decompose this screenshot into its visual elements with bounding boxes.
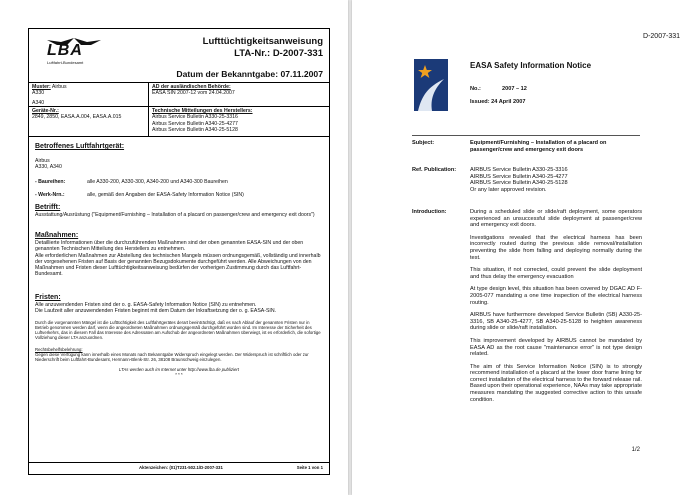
- muster-block: [32, 84, 67, 106]
- fristen-title: Fristen:: [35, 294, 61, 301]
- lta-page: [0, 0, 348, 495]
- lta-frame: [28, 28, 330, 475]
- betrifft-title: Betrifft:: [35, 204, 61, 211]
- ref-item: Or any later approved revision.: [470, 186, 547, 193]
- werknr-value: alle, gemäß den Angaben der EASA-Safety Information Notice (SIN): [87, 192, 244, 198]
- massnahmen-text: [35, 240, 323, 278]
- lta-date: Datum der Bekanntgabe: 07.11.2007: [176, 69, 323, 79]
- tech-block: [152, 108, 253, 133]
- werknr-label: - Werk-Nrn.:: [35, 192, 65, 198]
- muster-line: A330: [32, 90, 45, 97]
- tech-line: Airbus Service Bulletin A340-25-5128: [152, 126, 238, 133]
- doc-number: D-2007-331: [643, 33, 680, 40]
- geraete-value: 2849, 2850, EASA.A.004, EASA.A.015: [32, 114, 122, 121]
- betroffenes-line: A330, A340: [35, 164, 62, 171]
- muster-label: Muster:: [32, 84, 51, 90]
- ref-item: AIRBUS Service Bulletin A340-25-5128: [470, 180, 568, 187]
- issued: Issued: 24 April 2007: [470, 99, 526, 105]
- geraete-label: Geräte-Nr.:: [32, 108, 59, 114]
- intro-paragraph: AIRBUS have furthermore developed Service Bulletin (SB) A330-25-3316, SB A340-25-4277, SB A340-25-5128 to heighten awareness during slide or slide/raft installation.: [470, 312, 642, 332]
- fristen-text: [35, 302, 323, 315]
- fristen-paragraph: Die Laufzeit aller anzuwendenden Fristen beginnt mit dem Datum der Inkraftsetzung der o. g. EASA-SIN.: [35, 308, 277, 315]
- divider: [148, 82, 149, 136]
- easa-title: EASA Safety Information Notice: [470, 61, 592, 70]
- ref-item: AIRBUS Service Bulletin A330-25-3316: [470, 167, 568, 173]
- ref-item: AIRBUS Service Bulletin A340-25-4277: [470, 173, 568, 180]
- ref-list: [470, 167, 568, 193]
- massnahmen-title: Maßnahmen:: [35, 232, 79, 239]
- divider: [29, 462, 329, 463]
- baureihen-value: alle A330-200, A330-300, A340-200 und A340-300 Baureihen: [87, 179, 228, 185]
- intro-label: Introduction:: [412, 209, 447, 215]
- divider: [29, 136, 329, 137]
- betroffenes-title: Betroffenes Luftfahrtgerät:: [35, 143, 125, 150]
- massnahmen-paragraph: Detaillierte Informationen über die durchzuführenden Maßnahmen sind der oben genannten EASA-SIN und der oben genannten Technischen Mitteilung des Herstellers zu entnehmen.: [35, 240, 304, 253]
- muster-line: A340: [32, 99, 45, 106]
- massnahmen-paragraph: Alle erforderlichen Maßnahmen zur Abstellung des technischen Mangels müssen ordnungsgemäß, vollständig und innerhalb der vorgesehenen Fristen auf Basis der genannten Bezugsdokumente durchgeführt werden. Alle Abweichungen von den Maßnahmen und Fristen dieser Lufttüchtigkeitsanweisung bedürfen der vorherigen Zustimmung durch das Luftfahrt-Bundesamt.: [35, 252, 321, 278]
- rechtsbehelf-text: Gegen diese Verfügung kann innerhalb eines Monats nach Bekanntgabe Widerspruch eingelegt werden. Der Widerspruch ist schriftlich oder zur Niederschrift beim Luftfahrt-Bundesamt, Hermann-Blenk-Str. 26, 38108 Braunschweig einzulegen.: [35, 352, 309, 363]
- tech-line: Airbus Service Bulletin A340-25-4277: [152, 120, 238, 127]
- betroffenes-line: Airbus: [35, 158, 50, 164]
- lba-logo: [43, 36, 105, 66]
- ad-label: AD der ausländischen Behörde:: [152, 84, 231, 90]
- intro-paragraph: This improvement developed by AIRBUS cannot be mandated by EASA AD as the root cause "maintenance error" is not type design related.: [470, 337, 642, 358]
- subject-label: Subject:: [412, 140, 435, 146]
- betrifft-text: Ausstattung/Ausrüstung ("Equipment/Furnishing – Installation of a placard on passenger/crew and emergency exit doors"): [35, 212, 315, 218]
- easa-star-icon: [414, 59, 448, 111]
- page-number: 1/2: [631, 447, 640, 453]
- baureihen-label: - Baureihen:: [35, 179, 66, 185]
- no-label: No.:: [470, 86, 481, 92]
- lta-number: LTA-Nr.: D-2007-331: [234, 48, 323, 59]
- footer-page: Seite 1 von 1: [296, 465, 323, 470]
- divider: [412, 135, 640, 136]
- ref-label: Ref. Publication:: [412, 167, 457, 173]
- footer-file-ref: Aktenzeichen: (01)T231-502.1/D-2007-331: [139, 465, 223, 470]
- lta-title: Lufttüchtigkeitsanweisung: [202, 36, 323, 47]
- betroffenes-lines: [35, 158, 62, 171]
- rechtsbehelf-title: Rechtsbehelfsbelehrung:: [35, 347, 83, 352]
- divider: [29, 106, 329, 107]
- geraete-block: [32, 108, 121, 121]
- intro-paragraph: At type design level, this situation has been covered by DGAC AD F-2005-077 mandating a one time inspection of the electrical harness routing.: [470, 286, 642, 306]
- internet-line: LTAs werden auch im Internet unter http://www.lba.de publiziert: [119, 367, 239, 372]
- lba-logo-subtitle: Luftfahrt-Bundesamt: [47, 60, 84, 65]
- lba-logo-text: LBA: [47, 42, 83, 59]
- intro-paragraph: The aim of this Service Information Notice (SIN) is to strongly recommend installation of a placard at the lower door frame lining for correct installation of the electrical harness to the forward release rail.: [470, 363, 642, 383]
- intro-paragraph: Based upon their operational experience, NAAs may take appropriate measures mandating the suggested corrective action to this unsafe condition.: [470, 383, 642, 403]
- no-value: 2007 – 12: [502, 86, 527, 92]
- legal-notice: Durch die vorgenannten Mängel ist die Lufttüchtigkeit des Luftfahrtgerätes derart beeinträchtigt, daß es nach Ablauf der genannten Fristen nur in Betrieb genommen werden darf, wenn die angeordneten Maßnahmen ordnungsgemäß durchgeführt worden sind. Im Interesse der Sicherheit des Luftverkehrs, das in diesem Fall das Interesse des Adressaten am Aufschub der angeordneten Maßnahmen überwiegt, ist es erforderlich, die sofortige Vollziehung dieser LTA anzuordnen.: [35, 320, 321, 341]
- divider: [29, 82, 329, 83]
- fristen-paragraph: Alle anzuwendenden Fristen sind der o. g. EASA-Safety Information Notice (SIN) zu entnehmen.: [35, 302, 257, 308]
- ad-block: [152, 84, 235, 97]
- tech-label: Technische Mitteilungen des Herstellers:: [152, 108, 253, 114]
- muster-value: Airbus: [51, 84, 67, 90]
- intro-paragraph: During a scheduled slide or slide/raft deployment, some operators experienced an unsuccessful slide deployment at passenger/crew and emergency exit doors.: [470, 209, 642, 229]
- ad-value: EASA SIN 2007-12 vom 24.04.2007: [152, 90, 235, 97]
- intro-paragraph: This situation, if not corrected, could prevent the slide deployment and thus delay the emergency evacuation: [470, 267, 642, 280]
- easa-logo: [414, 59, 448, 111]
- intro-body: [470, 209, 642, 403]
- intro-paragraph: Investigations revealed that the electrical harness has been incorrectly routed during the previous slide removal/installation preventing the slide from falling and deploying normally during the test.: [470, 234, 642, 261]
- tech-line: Airbus Service Bulletin A330-25-3316: [152, 114, 238, 121]
- stars: * * *: [175, 372, 183, 377]
- subject-value: Equipment/Furnishing – Installation of a placard on passenger/crew and emergency exit doors: [470, 140, 607, 153]
- easa-page: [352, 0, 700, 495]
